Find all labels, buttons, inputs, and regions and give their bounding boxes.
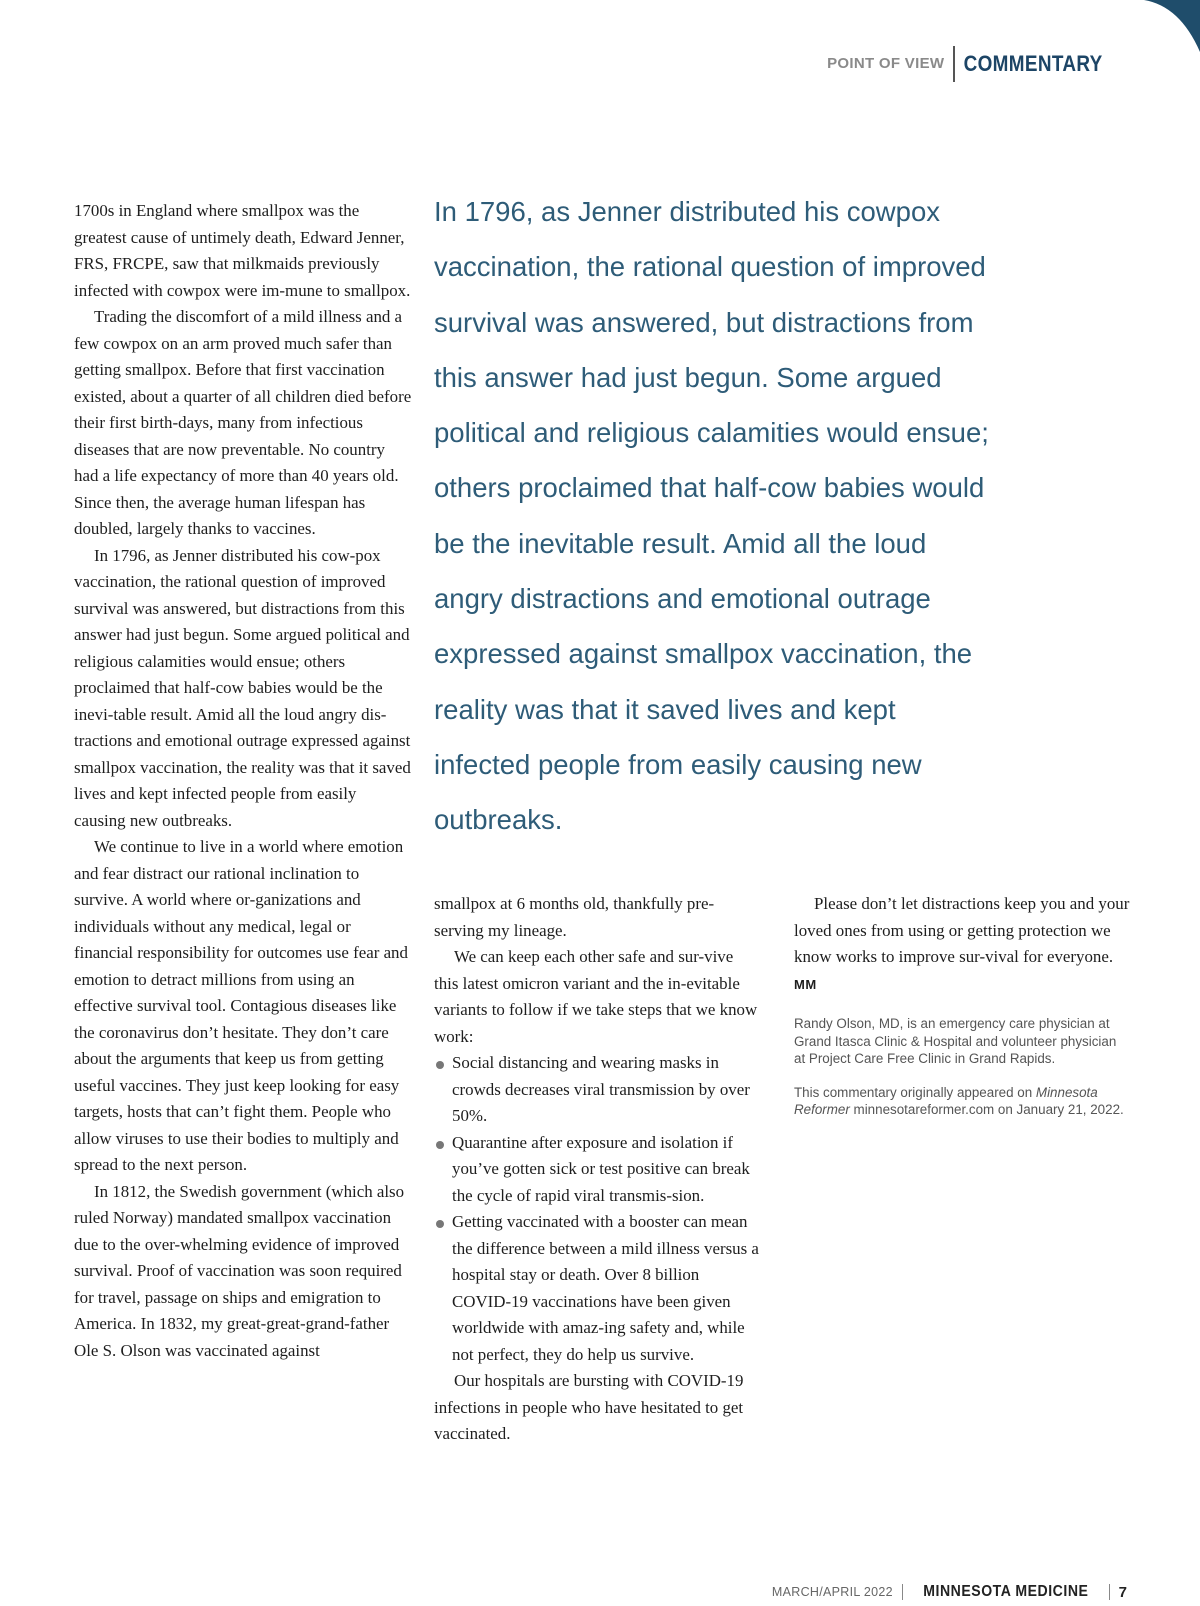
bullet-icon bbox=[436, 1061, 444, 1069]
list-item-text: Social distancing and wearing masks in crowds decreases viral transmission by over 50%. bbox=[452, 1053, 750, 1125]
corner-arc bbox=[1144, 0, 1200, 52]
list-item-text: Quarantine after exposure and isolation if you’ve gotten sick or test positive can break the cycle of rapid viral transmis-sion. bbox=[452, 1132, 750, 1205]
pull-quote: In 1796, as Jenner distributed his cowpox vaccination, the rational question of improved survival was answered, but distractions from this answer had just begun. Some argued political and religious calamities would ensue; others proclaimed that half-cow babies would be the inevitable result. Amid all the loud angry distractions and emotional outrage expressed against smallpox vaccination, the reality was that it saved lives and kept infected people from easily causing new outbreaks. bbox=[434, 196, 989, 836]
paragraph bbox=[794, 891, 1130, 998]
footer-divider bbox=[1109, 1584, 1110, 1600]
paragraph: 1700s in England where smallpox was the greatest cause of untimely death, Edward Jenner, FRS, FRCPE, saw that milkmaids previously infected with cowpox were im-mune to smallpox. bbox=[74, 201, 411, 300]
paragraph: Our hospitals are bursting with COVID-19 infections in people who have hesitated to get vaccinated. bbox=[434, 1371, 744, 1443]
paragraph: In 1812, the Swedish government (which also ruled Norway) mandated smallpox vaccination due to the over-whelming evidence of improved survival. Proof of vaccination was soon required for travel, passage on ships and emigration to America. In 1832, my great-great-grand-father Ole S. Olson was vaccinated against bbox=[74, 1181, 405, 1360]
end-mark: MM bbox=[794, 976, 817, 992]
category-label: COMMENTARY bbox=[963, 51, 1103, 76]
paragraph: In 1796, as Jenner distributed his cow-pox vaccination, the rational question of improved survival was answered, but distractions from this answer had just begun. Some argued political and religious calamities would ensue; others proclaimed that half-cow babies would be the inevi-table result. Amid all the loud angry dis-tractions and emotional outrage expressed against smallpox vaccination, the reality was that it saved lives and kept infected people from easily causing new outbreaks. bbox=[74, 545, 411, 830]
section-label: POINT OF VIEW bbox=[827, 46, 955, 82]
author-bio: Randy Olson, MD, is an emergency care physician at Grand Itasca Clinic & Hospital and volunteer physician at Project Care Free Clinic in Grand Rapids. bbox=[794, 1016, 1117, 1066]
list-item bbox=[434, 1130, 760, 1210]
source-suffix: minnesotareformer.com on January 21, 2022. bbox=[853, 1102, 1124, 1117]
paragraph: Trading the discomfort of a mild illness and a few cowpox on an arm proved much safer than getting smallpox. Before that first vaccination existed, about a quarter of all children died before their first birth-days, many from infectious diseases that are now preventable. No country had a life expectancy of more than 40 years old. Since then, the average human lifespan has doubled, largely thanks to vaccines. bbox=[74, 307, 412, 538]
footer-divider bbox=[902, 1584, 903, 1600]
bullet-icon bbox=[436, 1220, 444, 1228]
page-number: 7 bbox=[1118, 1583, 1127, 1601]
bullet-icon bbox=[436, 1141, 444, 1149]
source-prefix: This commentary originally appeared on bbox=[794, 1084, 1033, 1100]
section-header bbox=[827, 44, 1127, 84]
paragraph: smallpox at 6 months old, thankfully pre-serving my lineage. bbox=[434, 894, 715, 940]
source-note bbox=[794, 1084, 1130, 1119]
paragraph: We continue to live in a world where emotion and fear distract our rational inclination to survive. A world where or-ganizations and individuals without any medical, legal or financial responsibility for outcomes use fear and emotion to detract millions from using an effective survival tool. Contagious diseases like the coronavirus don’t hesitate. They don’t care about the arguments that keep us from getting useful vaccines. They just keep looking for easy targets, hosts that can’t fight them. People who allow viruses to use their bodies to multiply and spread to the next person. bbox=[74, 837, 408, 1174]
article-column-1 bbox=[74, 198, 412, 1364]
list-item-text: Getting vaccinated with a booster can mean the difference between a mild illness versus a hospital stay or death. Over 8 billion COVID-19 vaccinations have been given worldwide with amaz-ing safety and, while not perfect, they do help us survive. bbox=[452, 1212, 759, 1364]
list-item bbox=[434, 1050, 760, 1130]
page-footer bbox=[772, 1582, 1127, 1602]
article-column-3 bbox=[794, 891, 1130, 1119]
magazine-title: MINNESOTA MEDICINE bbox=[923, 1583, 1089, 1600]
article-column-2 bbox=[434, 891, 760, 1448]
paragraph: We can keep each other safe and sur-vive this latest omicron variant and the in-evitable variants to follow if we take steps that we know work: bbox=[434, 947, 758, 1046]
issue-date: MARCH/APRIL 2022 bbox=[771, 1585, 893, 1599]
list-item bbox=[434, 1209, 760, 1368]
steps-list bbox=[434, 1050, 760, 1368]
closing-text: Please don’t let distractions keep you and your loved ones from using or getting protection we know works to improve sur-vival for everyone. bbox=[794, 894, 1130, 966]
source-publication: Minnesota Reformer bbox=[794, 1084, 1098, 1117]
